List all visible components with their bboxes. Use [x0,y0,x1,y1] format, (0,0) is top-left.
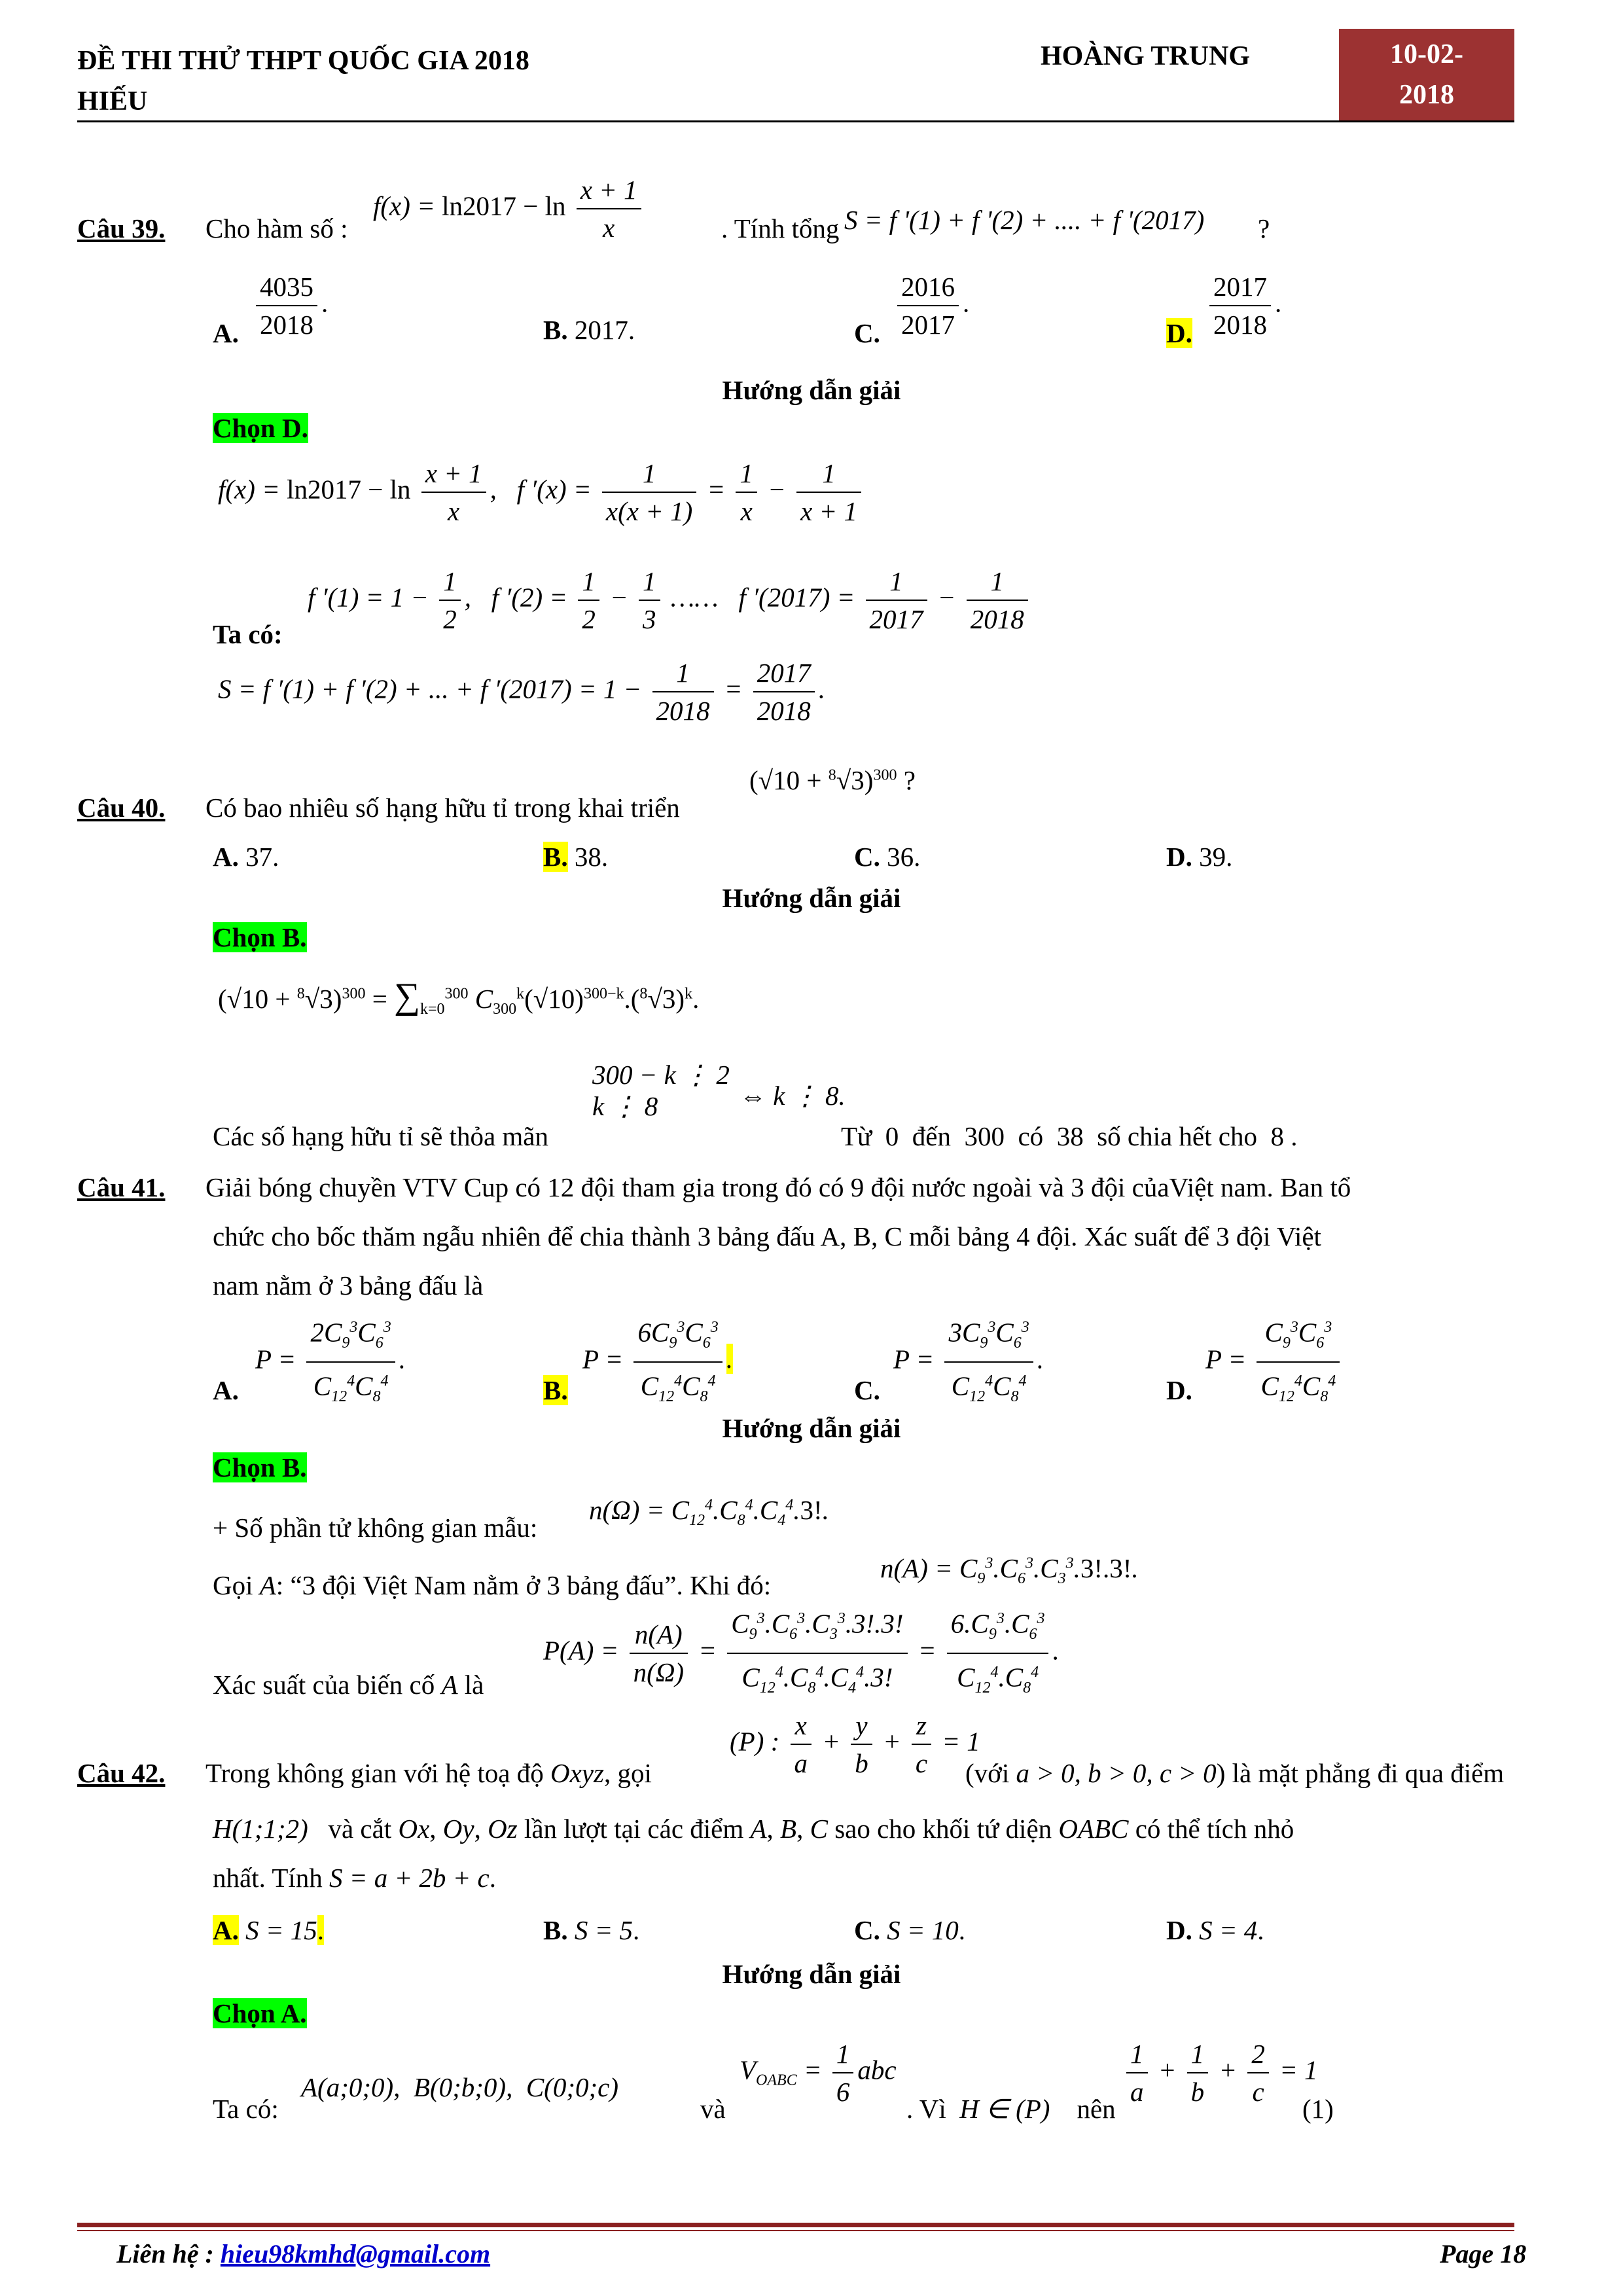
q39-option-d: D. [1166,318,1192,348]
q41-option-c: C. [854,1375,880,1405]
q40-condition-system: 300 − k ⋮ 2 k ⋮ 8 [592,1060,730,1121]
q39-label: Câu 39. [77,213,166,243]
q39-option-c: C. [854,318,880,348]
q40-answer: Chọn B. [213,922,307,952]
q42-line-3: nhất. Tính S = a + 2b + c. [213,1863,496,1893]
footer-contact: Liên hệ : hieu98kmhd@gmail.com [116,2239,491,2269]
q40-solution-heading: Hướng dẫn giải [722,883,901,913]
q42-prompt: Trong không gian với hệ toạ độ Oxyz, gọi [205,1758,652,1788]
q39-option-d-value: $\frac{2017}{2018}$ . [1205,268,1281,343]
q40-option-c: C. 36. [854,842,921,872]
q39-qmark: ? [1258,213,1270,243]
q39-solution-heading: Hướng dẫn giải [722,375,901,405]
q39-prompt-2: . Tính tổng [721,213,840,243]
q41-line-3: nam nằm ở 3 bảng đấu là [213,1270,484,1300]
q42-option-a: A. S = 15. [213,1915,325,1945]
q40-binomial-expansion: $(√10 + ^8√3)^{300} = \sum_{k=0}^{300}$ $C_{300}^k(√10)^{300-k}.(^8√3)^k$. [218,976,700,1018]
q42-answer: Chọn A. [213,1998,307,2028]
q41-probability-formula: P(A) = $\frac{n(A)}{n(\Omega)}$ = $\frac{C_9^3.C_6^3.C_3^3.3!.3!}{C_{12}^4.C_8^4.C_4^4.3!}$ = $\frac{6.C_9^3.C_6^3}{C_{12}^4.C_8^4}$ . [543,1600,1060,1706]
q40-condition-result: ⇔ k ⋮ 8. [740,1081,846,1111]
q42-condition-equation: $\frac{1}{a}$ + $\frac{1}{b}$ + $\frac{2}{c}$ = 1 [1122,2036,1318,2110]
q39-prompt: Cho hàm số : [205,213,348,243]
date-badge: 10-02- 2018 [1339,29,1514,120]
q41-answer: Chọn B. [213,1452,307,1482]
q42-and: và [700,2094,726,2124]
q42-equation-number: (1) [1302,2094,1334,2124]
q41-label: Câu 41. [77,1172,166,1202]
q39-taco: Ta có: [213,619,283,649]
footer-divider-thin [77,2230,1514,2231]
q39-answer: Chọn D. [213,413,308,443]
q41-solution-heading: Hướng dẫn giải [722,1413,901,1443]
q41-line-1: Giải bóng chuyền VTV Cup có 12 đội tham gia trong đó có 9 đội nước ngoài và 3 đội củaViệt nam. Ban tổ [205,1172,1351,1202]
q42-solution-points: A(a;0;0), B(0;b;0), C(0;0;c) [301,2072,618,2102]
q41-option-b-value: P = $\frac{6C_9^3C_6^3}{C_{12}^4C_8^4}$ . [582,1309,733,1415]
q42-since: . Vì H ∈ (P) nên [906,2094,1116,2124]
q41-sample-space-formula: $n(\Omega) = C_{12}^4.C_8^4.C_4^4.3$!. [589,1495,829,1530]
q41-option-c-value: P = $\frac{3C_9^3C_6^3}{C_{12}^4C_8^4}$ . [893,1309,1044,1415]
header-divider [77,120,1514,122]
q39-sum: S = f '(1) + f '(2) + .... + f '(2017) [844,205,1205,235]
q41-option-d: D. [1166,1375,1192,1405]
q42-solution-text: Ta có: [213,2094,279,2124]
q40-option-b: B. 38. [543,842,609,872]
footer-divider [77,2223,1514,2227]
q42-line-2: H(1;1;2) và cắt Ox, Oy, Oz lần lượt tại các điểm A, B, C sao cho khối tứ diện OABC có thể tích nhỏ [213,1814,1294,1844]
q41-option-a-value: P = $\frac{2C_9^3C_6^3}{C_{12}^4C_8^4}$ . [255,1309,406,1415]
q42-label: Câu 42. [77,1758,166,1788]
q41-line-2: chức cho bốc thăm ngẫu nhiên để chia thành 3 bảng đấu A, B, C mỗi bảng 4 đội. Xác suất để 3 đội Việt [213,1221,1321,1251]
document-title: ĐỀ THI THỬ THPT QUỐC GIA 2018 HIẾU [77,46,529,117]
author-name: HOÀNG TRUNG [1041,41,1251,71]
contact-email-link[interactable]: hieu98kmhd@gmail.com [220,2239,491,2269]
q41-sample-space: + Số phần tử không gian mẫu: [213,1513,538,1543]
q41-event-definition: Gọi A: “3 đội Việt Nam nằm ở 3 bảng đấu”. Khi đó: [213,1570,772,1600]
q41-probability-text: Xác suất của biến cố A là [213,1670,484,1700]
q39-solution-sum: S = f ′(1) + f ′(2) + ... + f ′(2017) = 1 − $\frac{1}{2018}$ = $\frac{2017}{2018}$ . [218,655,825,729]
q39-option-a-value: $\frac{4035}{2018}$ . [252,268,328,343]
q42-option-b: B. S = 5. [543,1915,640,1945]
q40-label: Câu 40. [77,793,166,823]
q39-function: f(x) = ln2017 − ln $\frac{x + 1}{x}$ [373,171,645,246]
q40-conclusion: Các số hạng hữu tỉ sẽ thỏa mãn [213,1121,548,1151]
q41-option-b: B. [543,1375,568,1405]
q40-option-d: D. 39. [1166,842,1233,872]
q42-plane-equation: (P) : $\frac{x}{a}$ + $\frac{y}{b}$ + $\frac{z}{c}$ = 1 [730,1707,980,1782]
q41-event-formula: $n(A) = C_9^3.C_6^3.C_3^3.3!.3$!. [880,1553,1139,1588]
q39-solution-values: f ′(1) = 1 − $\frac{1}{2}$ , f ′(2) = $\frac{1}{2}$ − $\frac{1}{3}$ …… f ′(2017) = $\frac{1}{2017}$ − $\frac{1}{2018}$ [308,563,1032,637]
q42-option-d: D. S = 4. [1166,1915,1264,1945]
q40-prompt: Có bao nhiêu số hạng hữu tỉ trong khai triển [205,793,680,823]
q42-option-c: C. S = 10. [854,1915,966,1945]
q39-option-a: A. [213,318,239,348]
page-number: Page 18 [1440,2239,1527,2269]
q42-solution-heading: Hướng dẫn giải [722,1959,901,1989]
q41-option-a: A. [213,1375,239,1405]
q42-prompt-2: (với a > 0, b > 0, c > 0) là mặt phẳng đi qua điểm [965,1758,1505,1788]
q39-solution-derivative: f(x) = ln2017 − ln $\frac{x + 1}{x}$ , f ′(x) = $\frac{1}{x(x + 1)}$ = $\frac{1}{x}$ − $\frac{1}{x + 1}$ [218,455,865,529]
q39-option-c-value: $\frac{2016}{2017}$ . [893,268,969,343]
q40-conclusion-count: Từ 0 đến 300 có 38 số chia hết cho 8 . [841,1121,1298,1151]
q39-option-b: B. 2017. [543,315,635,345]
q42-volume-formula: $V_{OABC}$ = $\frac{1}{6}$ abc [740,2036,897,2110]
q40-expression: $(√10 + ^8√3)^{300}$ ? [749,765,916,795]
q40-option-a: A. 37. [213,842,279,872]
q41-option-d-value: P = $\frac{C_9^3C_6^3}{C_{12}^4C_8^4}$ [1205,1309,1344,1415]
